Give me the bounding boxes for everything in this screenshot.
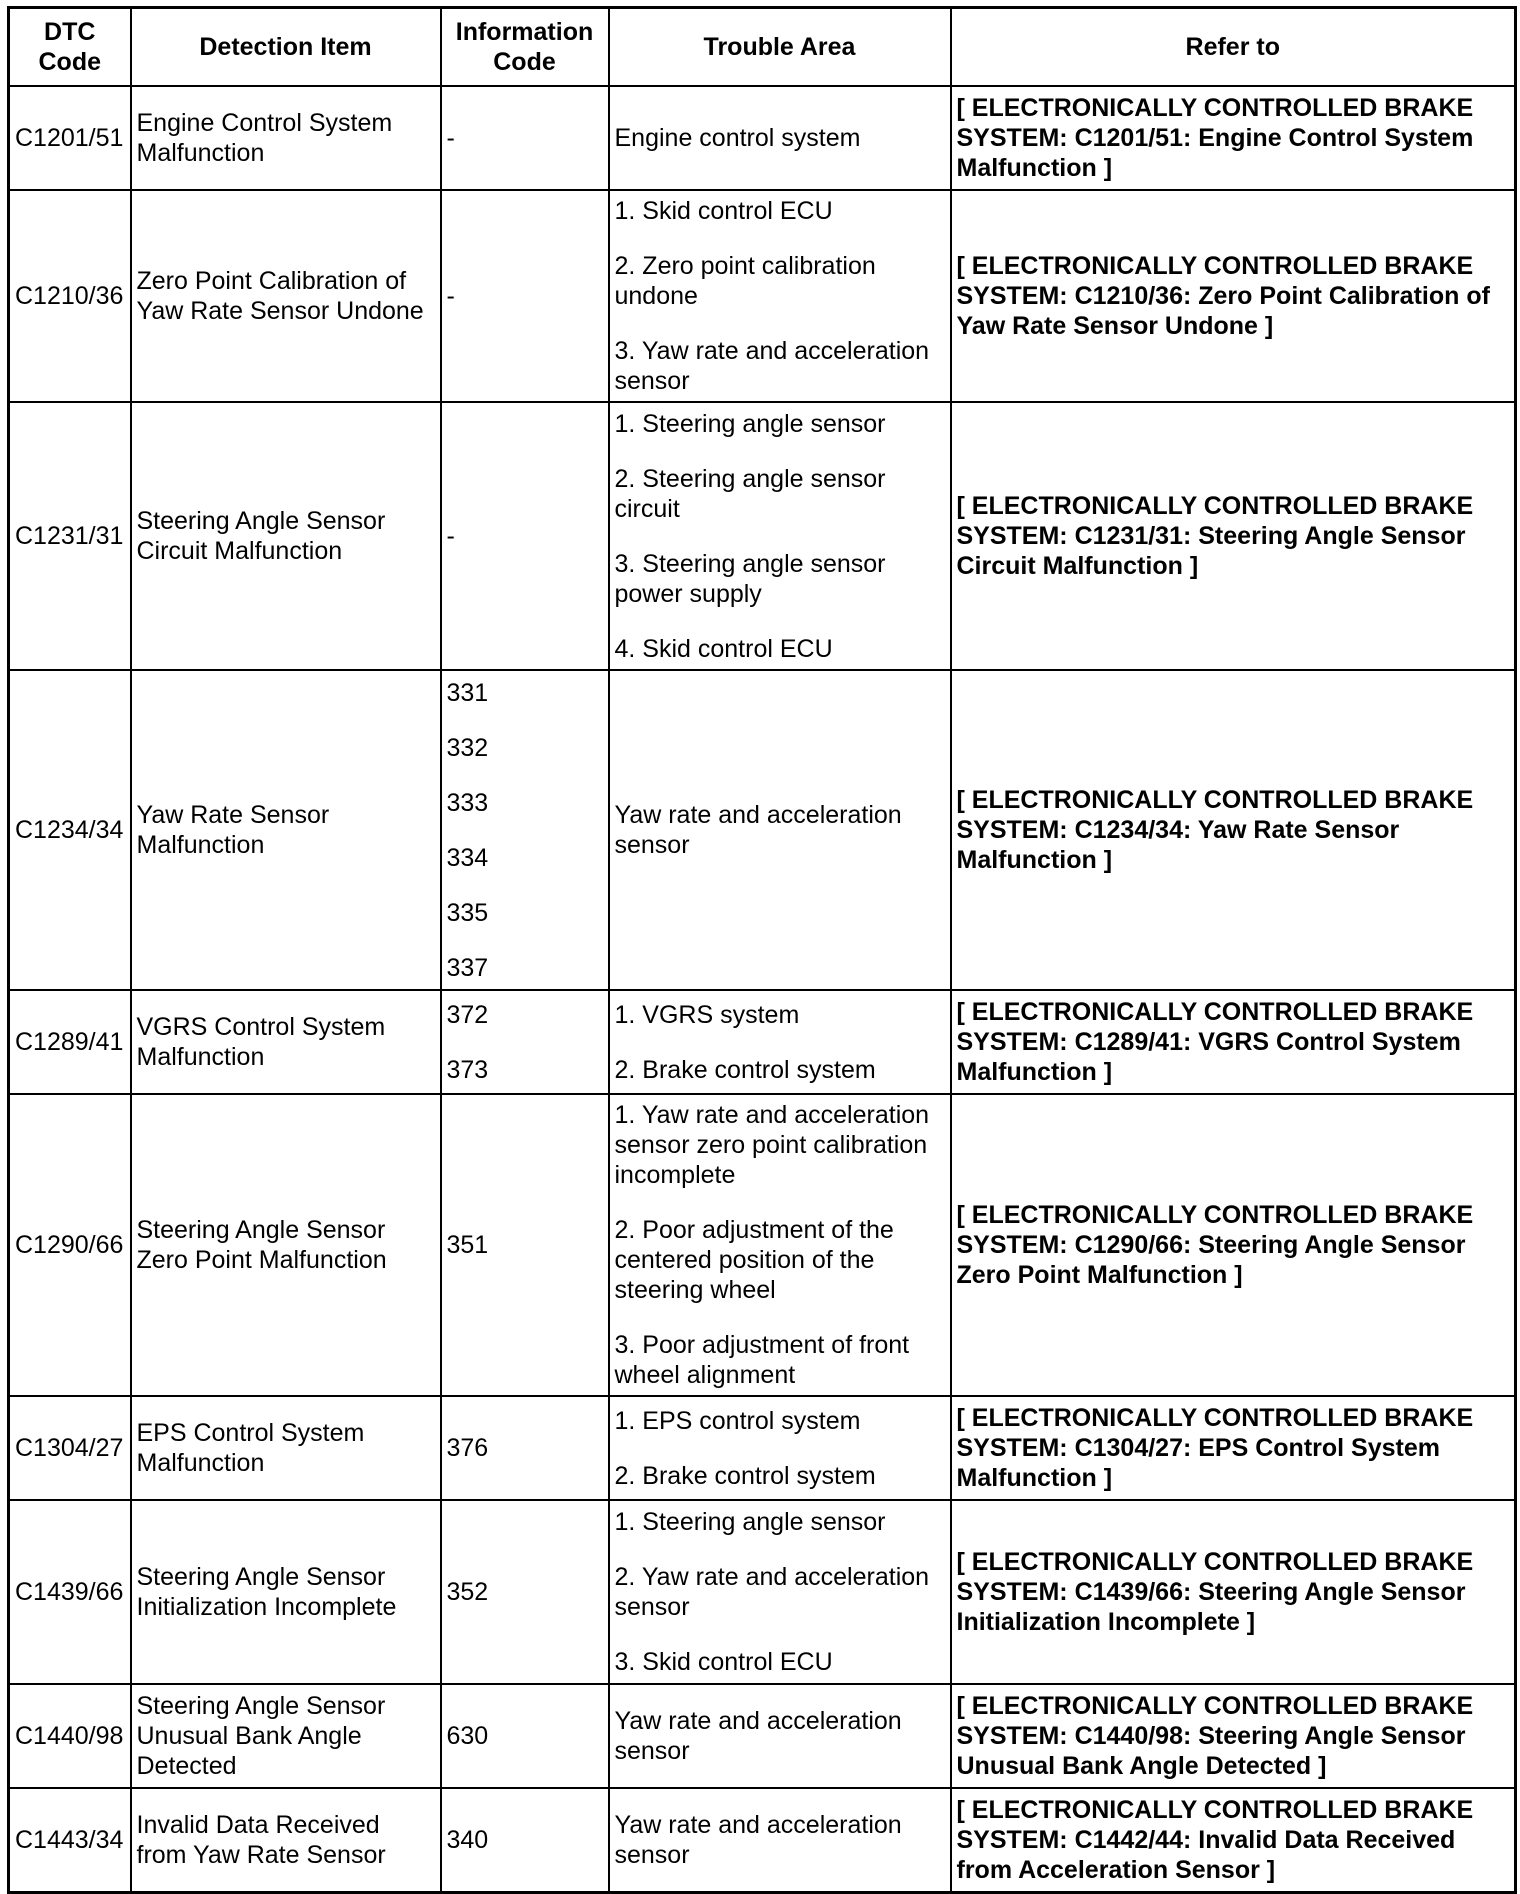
trouble-area-item: 2. Zero point calibration undone: [614, 252, 876, 310]
dtc-table: [7, 6, 1517, 1894]
dtc-code-cell: C1201/51: [9, 86, 131, 190]
trouble-area-item: 2. Brake control system: [614, 1461, 876, 1490]
trouble-area-cell: [609, 1396, 951, 1500]
dtc-code-cell: C1231/31: [9, 402, 131, 670]
trouble-area-item: 2. Yaw rate and acceleration sensor: [614, 1563, 930, 1621]
trouble-area-cell: [609, 1684, 951, 1788]
information-code: 335: [446, 898, 489, 927]
table-row: [9, 990, 1516, 1094]
header-information-code: Information Code: [441, 8, 609, 87]
information-code: 351: [446, 1231, 489, 1259]
trouble-area-cell: [609, 86, 951, 190]
trouble-area-item: Yaw rate and acceleration sensor: [614, 801, 902, 859]
information-code: 333: [446, 788, 489, 817]
information-code-cell: [441, 1788, 609, 1892]
table-row: [9, 190, 1516, 402]
dtc-code-cell: C1290/66: [9, 1094, 131, 1396]
information-code-cell: [441, 1684, 609, 1788]
dtc-code-cell: C1304/27: [9, 1396, 131, 1500]
trouble-area-item: Yaw rate and acceleration sensor: [614, 1707, 902, 1765]
information-code: 376: [446, 1434, 489, 1462]
detection-item-cell: EPS Control System Malfunction: [131, 1396, 441, 1500]
refer-to-link[interactable]: [ ELECTRONICALLY CONTROLLED BRAKE SYSTEM: C1440/98: Steering Angle Sensor Unusual Bank Angle Detected ]: [951, 1684, 1516, 1788]
trouble-area-item: 4. Skid control ECU: [614, 634, 833, 663]
information-code: 331: [446, 678, 489, 707]
trouble-area-item: 3. Skid control ECU: [614, 1648, 833, 1676]
trouble-area-cell: [609, 670, 951, 990]
refer-to-link[interactable]: [ ELECTRONICALLY CONTROLLED BRAKE SYSTEM: C1442/44: Invalid Data Received from Acceleration Sensor ]: [951, 1788, 1516, 1892]
table-row: [9, 670, 1516, 990]
information-code: -: [446, 124, 455, 152]
information-code-cell: [441, 1500, 609, 1684]
header-dtc-code: DTC Code: [9, 8, 131, 87]
trouble-area-cell: [609, 990, 951, 1094]
trouble-area-item: Engine control system: [614, 124, 861, 152]
detection-item-cell: Engine Control System Malfunction: [131, 86, 441, 190]
dtc-code-cell: C1440/98: [9, 1684, 131, 1788]
header-row: [9, 8, 1516, 87]
trouble-area-item: 2. Brake control system: [614, 1055, 876, 1084]
dtc-code-cell: C1234/34: [9, 670, 131, 990]
refer-to-link[interactable]: [ ELECTRONICALLY CONTROLLED BRAKE SYSTEM: C1439/66: Steering Angle Sensor Initialization Incomplete ]: [951, 1500, 1516, 1684]
refer-to-link[interactable]: [ ELECTRONICALLY CONTROLLED BRAKE SYSTEM: C1234/34: Yaw Rate Sensor Malfunction ]: [951, 670, 1516, 990]
information-code: 332: [446, 733, 489, 762]
dtc-code-cell: C1210/36: [9, 190, 131, 402]
detection-item-cell: Invalid Data Received from Yaw Rate Sensor: [131, 1788, 441, 1892]
trouble-area-item: 1. Steering angle sensor: [614, 409, 886, 438]
information-code: -: [446, 522, 455, 550]
information-code-cell: [441, 1396, 609, 1500]
trouble-area-item: 1. EPS control system: [614, 1406, 861, 1435]
header-refer-to: Refer to: [951, 8, 1516, 87]
trouble-area-item: 3. Poor adjustment of front wheel alignment: [614, 1331, 910, 1389]
information-code: 337: [446, 953, 489, 982]
information-code: 340: [446, 1825, 489, 1854]
detection-item-cell: Yaw Rate Sensor Malfunction: [131, 670, 441, 990]
detection-item-cell: VGRS Control System Malfunction: [131, 990, 441, 1094]
table-row: [9, 86, 1516, 190]
dtc-code-cell: C1439/66: [9, 1500, 131, 1684]
detection-item-cell: Steering Angle Sensor Initialization Incomplete: [131, 1500, 441, 1684]
header-trouble-area: Trouble Area: [609, 8, 951, 87]
refer-to-link[interactable]: [ ELECTRONICALLY CONTROLLED BRAKE SYSTEM: C1201/51: Engine Control System Malfunction ]: [951, 86, 1516, 190]
table-row: [9, 1500, 1516, 1684]
information-code-cell: [441, 86, 609, 190]
refer-to-link[interactable]: [ ELECTRONICALLY CONTROLLED BRAKE SYSTEM: C1231/31: Steering Angle Sensor Circuit Malfunction ]: [951, 402, 1516, 670]
detection-item-cell: Steering Angle Sensor Circuit Malfunction: [131, 402, 441, 670]
trouble-area-item: 1. VGRS system: [614, 1000, 800, 1029]
trouble-area-cell: [609, 1094, 951, 1396]
refer-to-link[interactable]: [ ELECTRONICALLY CONTROLLED BRAKE SYSTEM: C1210/36: Zero Point Calibration of Yaw Rate Sensor Undone ]: [951, 190, 1516, 402]
header-detection-item: Detection Item: [131, 8, 441, 87]
detection-item-cell: Steering Angle Sensor Zero Point Malfunction: [131, 1094, 441, 1396]
information-code: -: [446, 282, 455, 310]
dtc-code-cell: C1289/41: [9, 990, 131, 1094]
detection-item-cell: Steering Angle Sensor Unusual Bank Angle Detected: [131, 1684, 441, 1788]
table-row: [9, 402, 1516, 670]
trouble-area-item: 2. Poor adjustment of the centered position of the steering wheel: [614, 1216, 894, 1304]
trouble-area-item: 2. Steering angle sensor circuit: [614, 464, 886, 523]
information-code-cell: [441, 990, 609, 1094]
trouble-area-item: 3. Yaw rate and acceleration sensor: [614, 337, 930, 395]
dtc-code-cell: C1443/34: [9, 1788, 131, 1892]
information-code-cell: [441, 402, 609, 670]
information-code: 372: [446, 1000, 489, 1029]
information-code: 630: [446, 1722, 489, 1750]
trouble-area-cell: [609, 1500, 951, 1684]
trouble-area-item: 1. Steering angle sensor: [614, 1508, 886, 1536]
information-code: 373: [446, 1055, 489, 1084]
detection-item-cell: Zero Point Calibration of Yaw Rate Sensor Undone: [131, 190, 441, 402]
refer-to-link[interactable]: [ ELECTRONICALLY CONTROLLED BRAKE SYSTEM: C1290/66: Steering Angle Sensor Zero Point Malfunction ]: [951, 1094, 1516, 1396]
table-row: [9, 1396, 1516, 1500]
table-row: [9, 1684, 1516, 1788]
trouble-area-cell: [609, 402, 951, 670]
table-row: [9, 1094, 1516, 1396]
trouble-area-cell: [609, 1788, 951, 1892]
information-code-cell: [441, 1094, 609, 1396]
information-code-cell: [441, 670, 609, 990]
trouble-area-item: 1. Yaw rate and acceleration sensor zero point calibration incomplete: [614, 1101, 930, 1189]
information-code-cell: [441, 190, 609, 402]
table-row: [9, 1788, 1516, 1892]
trouble-area-item: 3. Steering angle sensor power supply: [614, 549, 886, 608]
trouble-area-item: Yaw rate and acceleration sensor: [614, 1810, 902, 1869]
refer-to-link[interactable]: [ ELECTRONICALLY CONTROLLED BRAKE SYSTEM: C1289/41: VGRS Control System Malfunction ]: [951, 990, 1516, 1094]
trouble-area-cell: [609, 190, 951, 402]
refer-to-link[interactable]: [ ELECTRONICALLY CONTROLLED BRAKE SYSTEM: C1304/27: EPS Control System Malfunction ]: [951, 1396, 1516, 1500]
information-code: 352: [446, 1578, 489, 1606]
trouble-area-item: 1. Skid control ECU: [614, 197, 833, 225]
information-code: 334: [446, 843, 489, 872]
